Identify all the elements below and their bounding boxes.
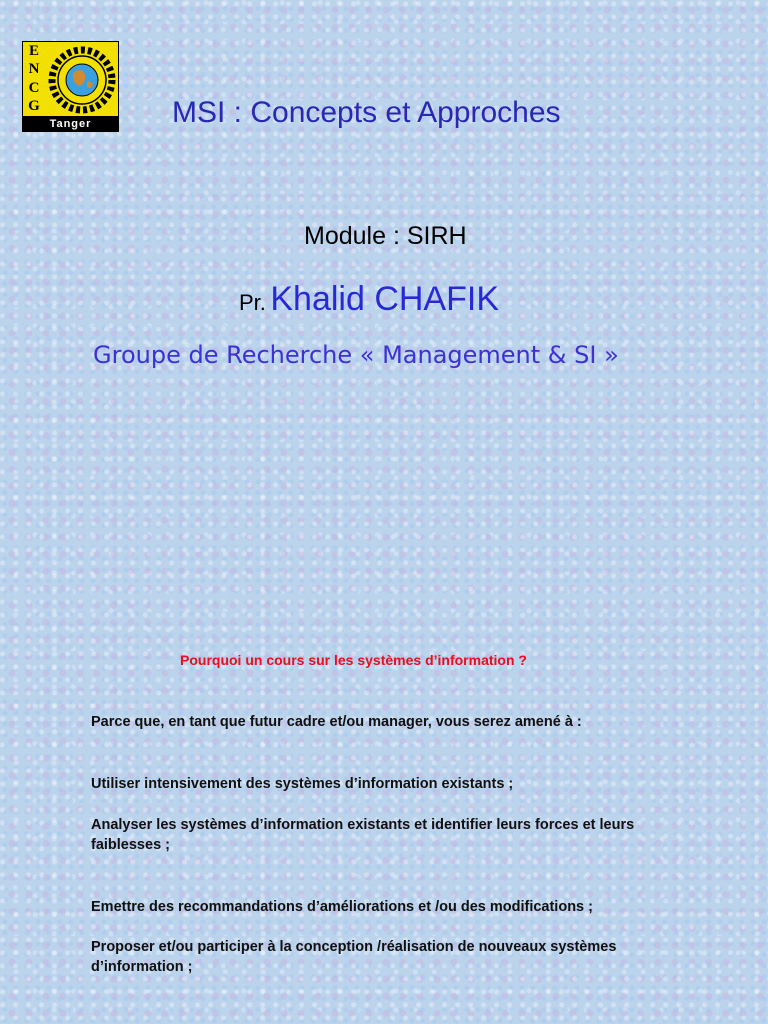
encg-tanger-logo	[22, 41, 119, 132]
logo-letter-g: G	[28, 98, 40, 115]
module-label: Module : SIRH	[304, 222, 467, 250]
paragraph-design-systems: Proposer et/ou participer à la conception /réalisation de nouveaux systèmes d’information ;	[91, 939, 617, 975]
professor-line	[239, 280, 499, 319]
paragraph-recommendations: Emettre des recommandations d’améliorations et /ou des modifications ;	[91, 899, 593, 915]
logo-letter-c: C	[28, 79, 40, 96]
logo-letter-n: N	[28, 61, 40, 78]
paragraph-analyze-systems: Analyser les systèmes d’information existants et identifier leurs forces et leurs faiblesses ;	[91, 817, 635, 853]
question-heading: Pourquoi un cours sur les systèmes d’information ?	[180, 652, 527, 668]
paragraph-use-systems: Utiliser intensivement des systèmes d’information existants ;	[91, 776, 514, 792]
logo-letter-e: E	[28, 42, 39, 59]
research-group: Groupe de Recherche « Management & SI »	[93, 341, 619, 369]
logo-letters	[23, 42, 45, 116]
intro-paragraph: Parce que, en tant que futur cadre et/ou manager, vous serez amené à :	[91, 714, 582, 730]
logo-name-bar	[23, 116, 118, 131]
professor-prefix: Pr.	[239, 290, 266, 315]
logo-city-label: Tanger	[49, 117, 92, 130]
page-title: MSI : Concepts et Approches	[172, 96, 561, 129]
professor-name: Khalid CHAFIK	[270, 280, 499, 318]
globe-gear-icon	[47, 44, 117, 116]
